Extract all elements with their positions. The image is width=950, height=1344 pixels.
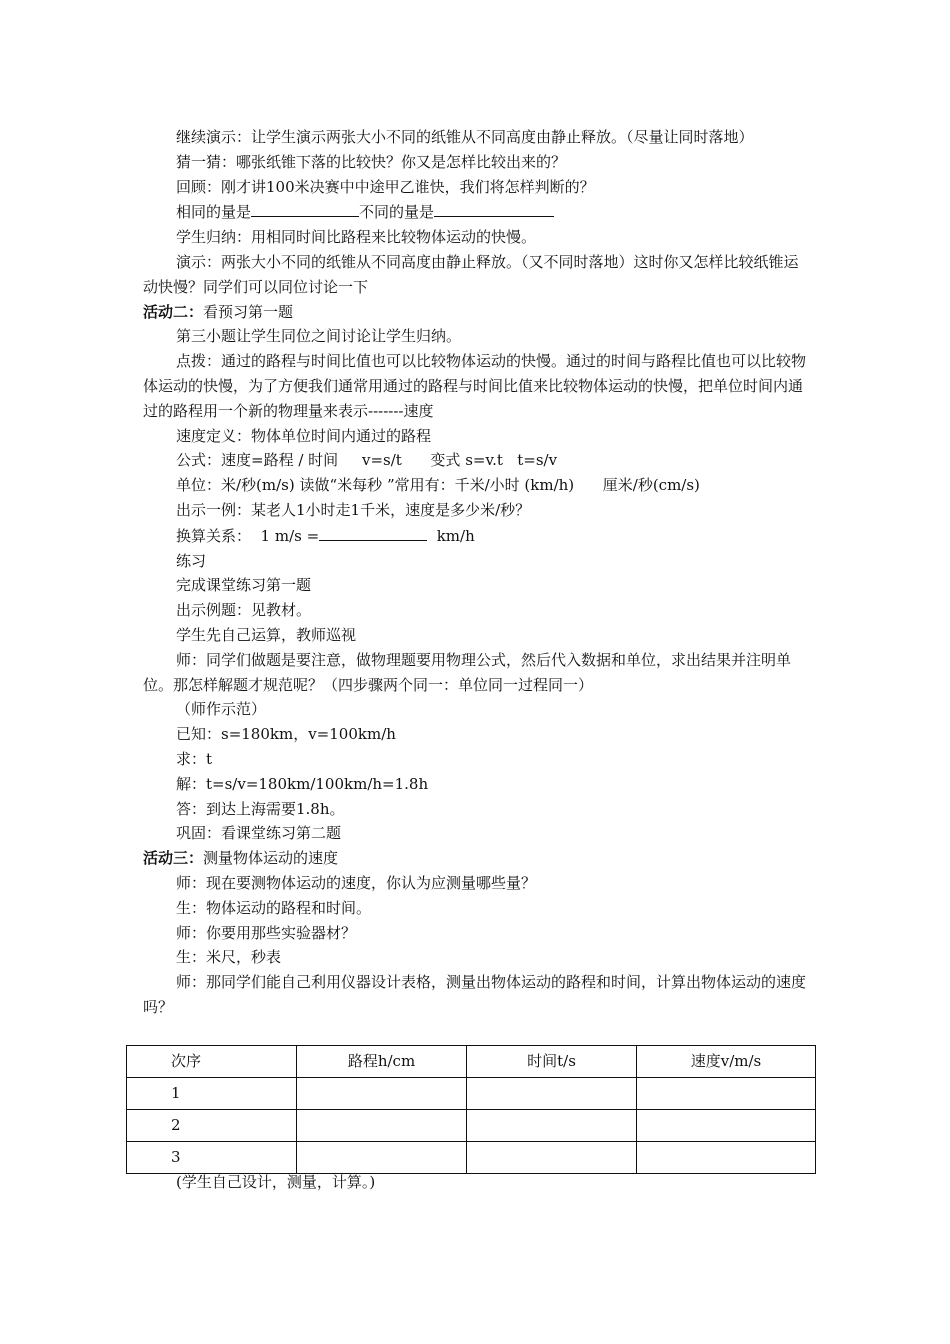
answer-blank[interactable] — [319, 523, 427, 541]
row-number: 1 — [127, 1078, 297, 1110]
paragraph: 学生先自己运算，教师巡视 — [176, 625, 357, 644]
paragraph: 巩固：看课堂练习第二题 — [176, 824, 342, 843]
table-cell[interactable] — [297, 1110, 467, 1142]
formula-line: 公式：速度=路程 / 时间 v=s/t 变式 s=v.t t=s/v — [176, 451, 558, 470]
solution-work: 解：t=s/v=180km/100km/h=1.8h — [176, 774, 429, 793]
paragraph: 演示：两张大小不同的纸锥从不同高度由静止释放。（又不同时落地）这时你又怎样比较纸锥运动快慢？同学们可以同位讨论一下 — [143, 252, 799, 296]
paragraph: 出示一例：某老人1小时走1千米，速度是多少米/秒？ — [176, 500, 531, 519]
column-header-order: 次序 — [127, 1046, 297, 1078]
column-header-distance: 路程h/cm — [297, 1046, 467, 1078]
conversion-suffix: km/h — [427, 526, 475, 545]
table-row — [127, 1110, 816, 1142]
paragraph: 师：你要用那些实验器材？ — [176, 923, 357, 942]
paragraph: 点拨：通过的路程与时间比值也可以比较物体运动的快慢。通过的时间与路程比值也可以比较物体运动的快慢，为了方便我们通常用通过的路程与时间比值来比较物体运动的快慢，把单位时间内通过的路程用一个新的物理量来表示-------速度 — [143, 352, 807, 420]
paragraph: 第三小题让学生同位之间讨论让学生归纳。 — [176, 327, 462, 346]
heading-label: 活动二： — [143, 302, 204, 321]
paragraph: 出示例题：见教材。 — [176, 601, 312, 620]
paragraph: 练习 — [176, 551, 207, 570]
conversion-line — [143, 523, 813, 549]
solution-find: 求：t — [176, 749, 213, 768]
row-number: 3 — [127, 1142, 297, 1174]
table-cell[interactable] — [467, 1110, 637, 1142]
column-header-speed: 速度v/m/s — [637, 1046, 816, 1078]
table-cell[interactable] — [297, 1078, 467, 1110]
measurement-table — [126, 1045, 816, 1174]
table-cell[interactable] — [467, 1142, 637, 1174]
diff-amount-label: 不同的量是 — [359, 203, 435, 222]
section-heading — [143, 846, 813, 871]
column-header-time: 时间t/s — [467, 1046, 637, 1078]
table-header-row — [127, 1046, 816, 1078]
heading-text: 看预习第一题 — [203, 302, 294, 321]
paragraph: 速度定义：物体单位时间内通过的路程 — [176, 426, 432, 445]
answer-blank[interactable] — [251, 199, 359, 217]
paragraph: 生：物体运动的路程和时间。 — [176, 898, 372, 917]
paragraph: 生：米尺，秒表 — [176, 948, 282, 967]
paragraph: 回顾：刚才讲100米决赛中中途甲乙谁快，我们将怎样判断的？ — [176, 177, 595, 196]
paragraph: 师：现在要测物体运动的速度，你认为应测量哪些量？ — [176, 873, 537, 892]
paragraph: 猜一猜：哪张纸锥下落的比较快？你又是怎样比较出来的？ — [176, 152, 567, 171]
paragraph: 继续演示：让学生演示两张大小不同的纸锥从不同高度由静止释放。（尽量让同时落地） — [176, 128, 754, 146]
table-cell[interactable] — [467, 1078, 637, 1110]
table-row — [127, 1142, 816, 1174]
table-row — [127, 1078, 816, 1110]
table-cell[interactable] — [297, 1142, 467, 1174]
paragraph: 师：同学们做题是要注意，做物理题要用物理公式，然后代入数据和单位，求出结果并注明单位。那怎样解题才规范呢？（四步骤两个同一：单位同一过程同一） — [143, 650, 792, 694]
paragraph: 完成课堂练习第一题 — [176, 576, 312, 595]
fill-in-line — [143, 199, 813, 225]
paragraph: 师：那同学们能自己利用仪器设计表格，测量出物体运动的路程和时间，计算出物体运动的速度吗？ — [143, 973, 807, 1016]
document-body — [143, 125, 813, 1020]
table-footnote: (学生自己设计，测量，计算。) — [176, 1173, 376, 1191]
row-number: 2 — [127, 1110, 297, 1142]
answer-blank[interactable] — [434, 199, 554, 217]
table-cell[interactable] — [637, 1110, 816, 1142]
same-amount-label: 相同的量是 — [176, 203, 252, 222]
conversion-prefix: 换算关系： 1 m/s = — [176, 526, 320, 545]
paragraph: 学生归纳：用相同时间比路程来比较物体运动的快慢。 — [176, 228, 537, 247]
unit-line: 单位：米/秒(m/s) 读做“米每秒 ”常用有：千米/小时 (km/h) 厘米/秒(cm/s) — [176, 476, 700, 495]
heading-text: 测量物体运动的速度 — [203, 849, 339, 868]
heading-label: 活动三： — [143, 849, 204, 868]
table-cell[interactable] — [637, 1078, 816, 1110]
table-cell[interactable] — [637, 1142, 816, 1174]
solution-given: 已知：s=180km，v=100km/h — [176, 725, 396, 744]
section-heading — [143, 300, 813, 325]
paragraph: （师作示范） — [176, 700, 267, 719]
solution-answer: 答：到达上海需要1.8h。 — [176, 799, 345, 818]
